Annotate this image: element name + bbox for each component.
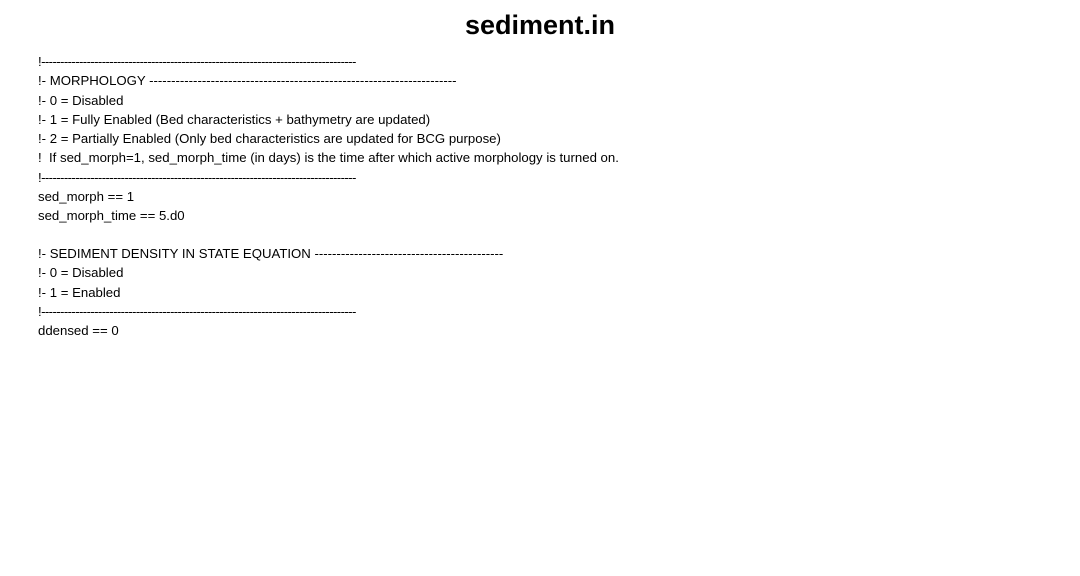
- comment-line: !- 1 = Fully Enabled (Bed characteristics + bathymetry are updated): [38, 111, 431, 127]
- comment-line: !- 2 = Partially Enabled (Only bed characteristics are updated for BCG purpose): [38, 131, 501, 147]
- separator-line: !-----------------------------------------------------------------------------------: [38, 303, 356, 319]
- page-title: sediment.in: [464, 10, 616, 40]
- parameter-line: ddensed == 0: [38, 323, 119, 339]
- comment-line: ! If sed_morph=1, sed_morph_time (in days) is the time after which active morphology is turned on.: [38, 150, 619, 166]
- separator-line: !-----------------------------------------------------------------------------------: [38, 169, 356, 185]
- separator-line: !-----------------------------------------------------------------------------------: [38, 54, 356, 69]
- comment-line: !- 0 = Disabled: [38, 92, 124, 108]
- section-header-sediment-density: !- SEDIMENT DENSITY IN STATE EQUATION -------------------------------------------: [38, 245, 504, 261]
- parameter-line: sed_morph == 1: [38, 189, 135, 205]
- comment-line: !- 1 = Enabled: [38, 284, 121, 300]
- parameter-line: sed_morph_time == 5.d0: [38, 208, 185, 224]
- document-body: [38, 52, 1058, 340]
- blank-line: [38, 226, 1058, 244]
- comment-line: !- 0 = Disabled: [38, 265, 124, 281]
- section-header-morphology: !- MORPHOLOGY ----------------------------------------------------------------------: [38, 73, 457, 89]
